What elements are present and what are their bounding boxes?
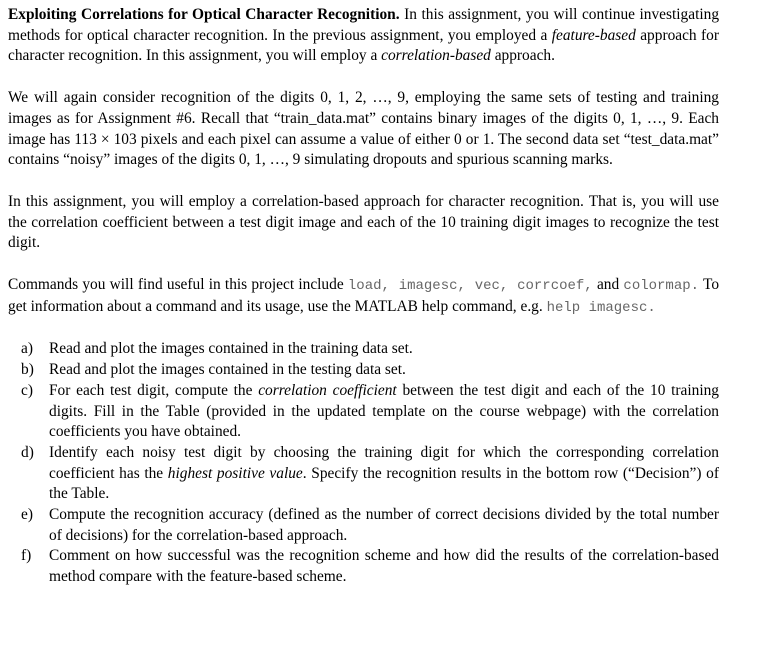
- paragraph-gap: [8, 171, 719, 192]
- intro-text-3: approach.: [490, 47, 555, 65]
- task-text: Comment on how successful was the recognition scheme and how did the results of the correlation-based method compare with the feature-based scheme.: [49, 547, 719, 586]
- task-item-b: [8, 360, 719, 381]
- assignment-document: [8, 0, 719, 588]
- command-list: load, imagesc, vec, corrcoef,: [347, 278, 593, 295]
- task-item-e: [8, 505, 719, 546]
- task-marker: f): [21, 547, 32, 565]
- task-text: Identify each noisy test digit by choosing the training digit for which the corresponding correlation coefficient has the: [49, 443, 719, 482]
- task-item-f: [8, 546, 719, 587]
- task-marker: e): [21, 506, 33, 524]
- paragraph-gap: [8, 67, 719, 88]
- correlation-coefficient-term: correlation coefficient: [258, 381, 397, 399]
- paragraph-gap: [8, 318, 719, 339]
- feature-based-term: feature-based: [551, 26, 636, 44]
- task-text: between the test digit and each of the 10 training digits. Fill in the Table (provided in the updated template on the course webpage) with the correlation coefficients you have obtained.: [49, 381, 719, 441]
- task-item-a: [8, 339, 719, 360]
- paragraph-gap: [8, 254, 719, 275]
- task-item-c: [8, 381, 719, 443]
- intro-paragraph: [8, 5, 719, 67]
- commands-text-3: To get information about a command and its usage, use the MATLAB help command, e.g.: [8, 276, 720, 315]
- correlation-based-term: correlation-based: [381, 47, 491, 65]
- approach-paragraph: In this assignment, you will employ a correlation-based approach for character recognition. That is, you will use the correlation coefficient between a test digit image and each of the 10 training digit images to recognize the test digit.: [8, 192, 719, 252]
- task-marker: d): [21, 443, 34, 461]
- task-text: Read and plot the images contained in the testing data set.: [49, 361, 406, 379]
- intro-text-2: approach for character recognition. In this assignment, you will employ a: [8, 26, 719, 65]
- assignment-title: Exploiting Correlations for Optical Character Recognition.: [8, 6, 400, 23]
- task-text: Compute the recognition accuracy (defined as the number of correct decisions divided by the total number of decisions) for the correlation-based approach.: [49, 506, 719, 544]
- task-text: For each test digit, compute the: [49, 381, 259, 399]
- intro-text-1: In this assignment, you will continue investigating methods for optical character recognition. In the previous assignment, you employed a: [8, 6, 720, 44]
- commands-text-2: and: [592, 276, 624, 294]
- task-marker: b): [21, 361, 34, 379]
- commands-paragraph: [8, 275, 719, 318]
- task-item-d: [8, 443, 719, 505]
- commands-text-1: Commands you will find useful in this project include: [8, 276, 348, 294]
- help-command-example: help imagesc.: [546, 299, 656, 316]
- command-colormap: colormap.: [623, 278, 700, 295]
- task-text: Read and plot the images contained in the training data set.: [49, 340, 413, 358]
- task-text: . Specify the recognition results in the bottom row (“Decision”) of the Table.: [49, 464, 719, 503]
- task-marker: a): [21, 340, 33, 358]
- task-marker: c): [21, 381, 33, 399]
- data-paragraph: We will again consider recognition of the digits 0, 1, 2, …, 9, employing the same sets of testing and training images as for Assignment #6. Recall that “train_data.mat” contains binary images of the digits 0, 1, …, 9. Each image has 113 × 103 pixels and each pixel can assume a value of either 0 or 1. The second data set “test_data.mat” contains “noisy” images of the digits 0, 1, …, 9 simulating dropouts and spurious scanning marks.: [8, 89, 719, 169]
- task-list: [8, 339, 719, 587]
- highest-positive-value-term: highest positive value: [167, 464, 303, 482]
